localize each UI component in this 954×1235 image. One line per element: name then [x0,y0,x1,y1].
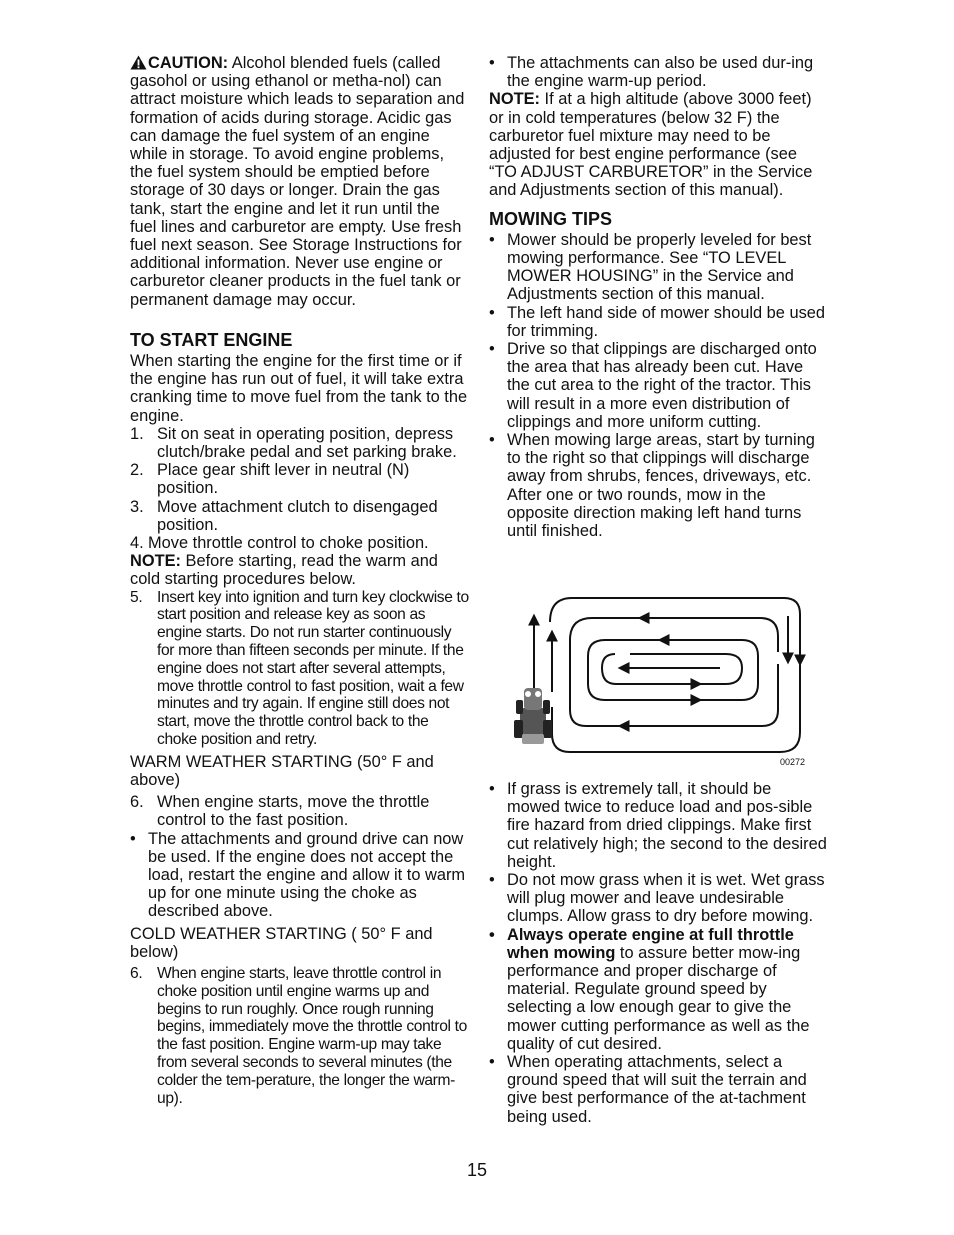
right-column [489,54,827,540]
attach-warmup-bullet: • The attachments can also be used dur-ing the engine warm-up period. [489,54,814,91]
tip-item: • Always operate engine at full throttle when mowing to assure better mow-ing performance and proper discharge of material. Regulate ground speed by selecting a low enough gear to give the mower cutting performance as well as the quality of cut desired. [489,925,810,1053]
cold-step-6: 6. When engine starts, leave throttle control in choke position until engine warms up and begins to run roughly. Once rough running begins, immediately move the throttle control to the fast position. Engine warm-up may take from several seconds to several minutes (the colder the tem-perature, the longer the warm-up). [130,965,467,1107]
step-2: 2. Place gear shift lever in neutral (N) position. [130,461,410,498]
step-1: 1. Sit on seat in operating position, depress clutch/brake pedal and set parking brake. [130,424,457,462]
tip-item: • When mowing large areas, start by turning to the right so that clippings will discharge away from shrubs, fences, driveways, etc. After one or two rounds, mow in the opposite direction making left hand turns until finished. [489,431,815,541]
page-number: 15 [466,1160,488,1180]
altitude-note: NOTE: If at a high altitude (above 3000 feet) or in cold temperatures (below 32 F) the carburetor fuel mixture may need to be adjusted for best engine performance (see “TO ADJUST CARBURETOR” in the Service and Adjustments section of this manual). [489,90,813,200]
warm-step-6: 6. When engine starts, move the throttle control to the fast position. [130,793,430,830]
warm-bullet: • The attachments and ground drive can now be used. If the engine does not accept the load, restart the engine and allow it to warm up for one minute using the choke as described above. [130,829,466,921]
start-engine-heading: TO START ENGINE [130,329,293,350]
warning-triangle-icon [130,55,147,70]
step-5: 5. Insert key into ignition and turn key clockwise to start position and release key as soon as engine starts. Do not run starter continuously for more than fifteen seconds per minute. If the engine does not start after several attempts, move throttle control to fast position, wait a few minutes and try again. If engine still does not start, move the throttle control back to the choke position and retry. [130,588,469,749]
step-4: 4. Move throttle control to choke position. [130,534,429,553]
tip-item: • Mower should be properly leveled for best mowing performance. See “TO LEVEL MOWER HOUSING” in the Service and Adjustments section of this manual. [489,230,812,304]
caution-text: Alcohol blended fuels (called gasohol or using ethanol or metha-nol) can attract moisture which leads to separation and formation of acids during storage. Acidic gas can damage the fuel system of an engine while in storage. To avoid engine problems, the fuel system should be emptied before storage of 30 days or longer. Drain the gas tank, start the engine and let it run until the fuel lines and carburetor are empty. Use fresh fuel next season. See Storage Instructions for additional information. Never use engine or carburetor cleaner products in the fuel tank or permanent damage may occur. [130,54,465,309]
tip-item: • When operating attachments, select a ground speed that will suit the terrain and give best performance of the at-tachment being used. [489,1053,807,1126]
diagram-code: 00272 [780,757,806,767]
caution-paragraph [130,54,470,309]
start-intro: When starting the engine for the first time or if the engine has run out of fuel, it will take extra cranking time to move fuel from the tank to the engine. [130,352,468,425]
caution-label: CAUTION: [148,54,229,72]
cold-weather-heading: COLD WEATHER STARTING ( 50° F and below) [130,924,433,961]
step-3: 3. Move attachment clutch to disengaged position. [130,497,438,534]
tip-item: • If grass is extremely tall, it should be mowed twice to reduce load and pos-sible fire hazard from dried clippings. Make first cut relatively high; the second to the desired height. [489,780,827,871]
warm-weather-heading: WARM WEATHER STARTING (50° F and above) [130,752,434,790]
start-note: NOTE: Before starting, read the warm and cold starting procedures below. [130,552,438,589]
tip-item: • Drive so that clippings are discharged onto the area that has already been cut. Have the cut area to the right of the tractor. This will result in a more even distribution of clippings and more uniform cutting. [489,340,817,431]
mowing-pattern-diagram [510,592,806,772]
tractor-icon [514,688,552,744]
left-column [130,54,470,1107]
tip-item: • Do not mow grass when it is wet. Wet grass will plug mower and leave undesirable clumps. Allow grass to dry before mowing. [489,871,825,926]
mowing-tips-heading: MOWING TIPS [489,208,612,229]
right-column-lower [489,780,827,1126]
tip-item: • The left hand side of mower should be used for trimming. [489,303,825,340]
